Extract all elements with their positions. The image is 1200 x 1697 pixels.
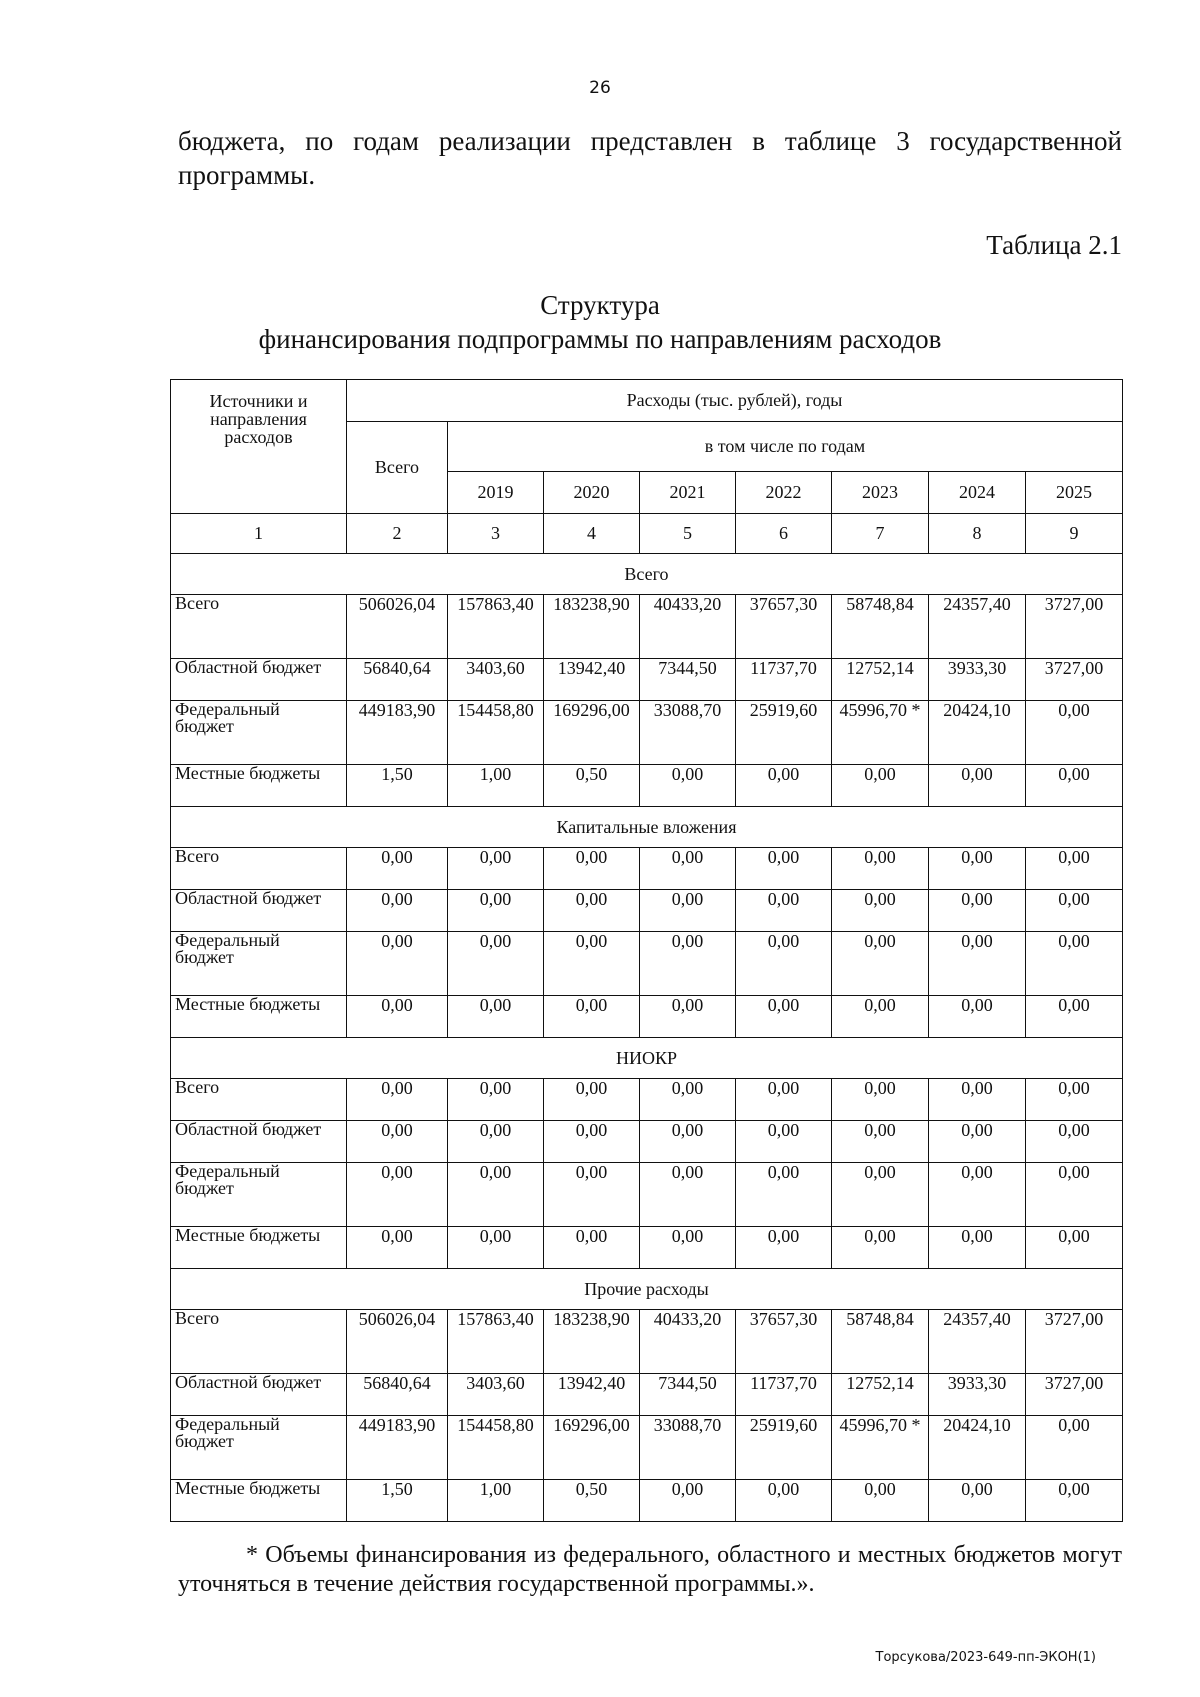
table-row [171, 1374, 1123, 1416]
value-cell: 0,00 [736, 765, 832, 807]
value-cell: 0,00 [448, 932, 544, 996]
value-cell: 0,00 [640, 1121, 736, 1163]
table-row [171, 1416, 1123, 1480]
header-column-number: 1 [171, 514, 347, 554]
value-cell: 0,00 [736, 1163, 832, 1227]
header-year: 2024 [929, 472, 1026, 514]
header-column-number: 5 [640, 514, 736, 554]
table-row [171, 659, 1123, 701]
table-row [171, 996, 1123, 1038]
value-cell: 0,00 [736, 848, 832, 890]
value-cell: 0,00 [832, 1480, 929, 1522]
value-cell: 0,00 [448, 1079, 544, 1121]
value-cell: 3727,00 [1026, 595, 1123, 659]
value-cell: 45996,70 * [832, 1416, 929, 1480]
value-cell: 0,00 [544, 1121, 640, 1163]
value-cell: 0,00 [929, 1121, 1026, 1163]
value-cell: 0,00 [347, 1227, 448, 1269]
header-column-number: 7 [832, 514, 929, 554]
value-cell: 0,00 [929, 932, 1026, 996]
value-cell: 0,00 [448, 890, 544, 932]
header-source: Источники и направления расходов [171, 380, 347, 514]
header-column-numbers-row [171, 514, 1123, 554]
header-column-number: 9 [1026, 514, 1123, 554]
header-year: 2019 [448, 472, 544, 514]
row-label: Местные бюджеты [171, 1480, 347, 1522]
value-cell: 33088,70 [640, 1416, 736, 1480]
row-label: Областной бюджет [171, 659, 347, 701]
footnote: * Объемы финансирования из федерального, областного и местных бюджетов могут уточняться в течение действия государственной программы.». [178, 1542, 1122, 1597]
value-cell: 449183,90 [347, 701, 448, 765]
header-column-number: 4 [544, 514, 640, 554]
row-label: Федеральный бюджет [171, 1163, 347, 1227]
header-total: Всего [347, 422, 448, 514]
value-cell: 0,00 [736, 1121, 832, 1163]
header-year: 2023 [832, 472, 929, 514]
value-cell: 0,00 [640, 765, 736, 807]
section-title: Капитальные вложения [171, 807, 1123, 848]
table-label: Таблица 2.1 [986, 230, 1122, 260]
header-column-number: 6 [736, 514, 832, 554]
value-cell: 0,00 [544, 1163, 640, 1227]
value-cell: 0,00 [929, 1163, 1026, 1227]
header-column-number: 8 [929, 514, 1026, 554]
value-cell: 449183,90 [347, 1416, 448, 1480]
table-caption [0, 288, 1200, 356]
value-cell: 154458,80 [448, 701, 544, 765]
value-cell: 0,00 [640, 1163, 736, 1227]
section-row [171, 1269, 1123, 1310]
value-cell: 183238,90 [544, 1310, 640, 1374]
value-cell: 0,00 [1026, 890, 1123, 932]
value-cell: 0,00 [1026, 996, 1123, 1038]
section-title: Прочие расходы [171, 1269, 1123, 1310]
value-cell: 0,00 [832, 1121, 929, 1163]
value-cell: 0,00 [347, 1163, 448, 1227]
value-cell: 11737,70 [736, 1374, 832, 1416]
value-cell: 0,00 [448, 1227, 544, 1269]
value-cell: 0,00 [832, 890, 929, 932]
row-label: Всего [171, 1079, 347, 1121]
header-year: 2025 [1026, 472, 1123, 514]
value-cell: 37657,30 [736, 595, 832, 659]
value-cell: 506026,04 [347, 595, 448, 659]
value-cell: 506026,04 [347, 1310, 448, 1374]
value-cell: 0,00 [1026, 1480, 1123, 1522]
document-id: Торсукова/2023-649-пп-ЭКОН(1) [875, 1650, 1096, 1665]
value-cell: 0,00 [640, 996, 736, 1038]
value-cell: 0,00 [736, 890, 832, 932]
value-cell: 58748,84 [832, 1310, 929, 1374]
value-cell: 7344,50 [640, 1374, 736, 1416]
value-cell: 3727,00 [1026, 659, 1123, 701]
row-label: Федеральный бюджет [171, 1416, 347, 1480]
value-cell: 0,00 [1026, 1416, 1123, 1480]
value-cell: 13942,40 [544, 659, 640, 701]
value-cell: 0,00 [544, 1079, 640, 1121]
value-cell: 0,00 [448, 1121, 544, 1163]
value-cell: 0,00 [544, 890, 640, 932]
row-label: Всего [171, 848, 347, 890]
value-cell: 3727,00 [1026, 1310, 1123, 1374]
value-cell: 169296,00 [544, 1416, 640, 1480]
value-cell: 0,00 [736, 1079, 832, 1121]
table-body [171, 554, 1123, 1522]
table-row [171, 1480, 1123, 1522]
value-cell: 12752,14 [832, 659, 929, 701]
table-row [171, 595, 1123, 659]
table-row [171, 765, 1123, 807]
value-cell: 56840,64 [347, 659, 448, 701]
value-cell: 0,00 [544, 996, 640, 1038]
value-cell: 0,00 [736, 932, 832, 996]
value-cell: 0,00 [832, 1227, 929, 1269]
header-expenses: Расходы (тыс. рублей), годы [347, 380, 1123, 422]
value-cell: 11737,70 [736, 659, 832, 701]
table-row [171, 890, 1123, 932]
table-row [171, 1121, 1123, 1163]
value-cell: 0,00 [929, 765, 1026, 807]
value-cell: 0,00 [1026, 1121, 1123, 1163]
value-cell: 0,00 [448, 1163, 544, 1227]
value-cell: 3403,60 [448, 659, 544, 701]
value-cell: 1,00 [448, 1480, 544, 1522]
value-cell: 0,00 [544, 1227, 640, 1269]
row-label: Местные бюджеты [171, 765, 347, 807]
value-cell: 3933,30 [929, 659, 1026, 701]
value-cell: 169296,00 [544, 701, 640, 765]
header-column-number: 3 [448, 514, 544, 554]
value-cell: 0,00 [832, 1163, 929, 1227]
value-cell: 58748,84 [832, 595, 929, 659]
value-cell: 40433,20 [640, 1310, 736, 1374]
value-cell: 0,00 [736, 1480, 832, 1522]
value-cell: 12752,14 [832, 1374, 929, 1416]
header-year: 2022 [736, 472, 832, 514]
value-cell: 0,00 [347, 1121, 448, 1163]
section-row [171, 1038, 1123, 1079]
row-label: Областной бюджет [171, 1374, 347, 1416]
value-cell: 0,00 [929, 1480, 1026, 1522]
value-cell: 157863,40 [448, 595, 544, 659]
value-cell: 0,00 [832, 765, 929, 807]
caption-line-2: финансирования подпрограммы по направлениям расходов [258, 324, 942, 354]
value-cell: 0,00 [929, 996, 1026, 1038]
value-cell: 45996,70 * [832, 701, 929, 765]
value-cell: 40433,20 [640, 595, 736, 659]
value-cell: 0,00 [347, 890, 448, 932]
value-cell: 0,00 [640, 848, 736, 890]
value-cell: 0,00 [832, 848, 929, 890]
caption-line-1: Структура [540, 290, 660, 320]
value-cell: 3727,00 [1026, 1374, 1123, 1416]
value-cell: 0,00 [929, 848, 1026, 890]
header-column-number: 2 [347, 514, 448, 554]
row-label: Местные бюджеты [171, 996, 347, 1038]
value-cell: 20424,10 [929, 701, 1026, 765]
value-cell: 33088,70 [640, 701, 736, 765]
value-cell: 0,00 [347, 1079, 448, 1121]
value-cell: 0,00 [448, 848, 544, 890]
value-cell: 183238,90 [544, 595, 640, 659]
value-cell: 0,00 [640, 1227, 736, 1269]
value-cell: 0,00 [1026, 1227, 1123, 1269]
value-cell: 0,00 [347, 996, 448, 1038]
value-cell: 0,00 [832, 1079, 929, 1121]
table-row [171, 1079, 1123, 1121]
value-cell: 0,00 [544, 848, 640, 890]
row-label: Федеральный бюджет [171, 701, 347, 765]
row-label: Федеральный бюджет [171, 932, 347, 996]
table-row [171, 701, 1123, 765]
value-cell: 0,00 [1026, 701, 1123, 765]
value-cell: 37657,30 [736, 1310, 832, 1374]
value-cell: 0,00 [448, 996, 544, 1038]
value-cell: 0,00 [640, 1079, 736, 1121]
value-cell: 1,00 [448, 765, 544, 807]
section-title: НИОКР [171, 1038, 1123, 1079]
value-cell: 7344,50 [640, 659, 736, 701]
table-row [171, 848, 1123, 890]
financing-table [170, 379, 1123, 1522]
value-cell: 13942,40 [544, 1374, 640, 1416]
value-cell: 0,00 [347, 848, 448, 890]
value-cell: 0,00 [832, 996, 929, 1038]
header-year: 2021 [640, 472, 736, 514]
value-cell: 24357,40 [929, 1310, 1026, 1374]
table-row [171, 1163, 1123, 1227]
header-year: 2020 [544, 472, 640, 514]
intro-paragraph: бюджета, по годам реализации представлен в таблице 3 государственной программы. [178, 126, 1122, 190]
section-title: Всего [171, 554, 1123, 595]
section-row [171, 807, 1123, 848]
value-cell: 0,00 [1026, 1079, 1123, 1121]
table-row [171, 932, 1123, 996]
row-label: Всего [171, 595, 347, 659]
page-number: 26 [589, 78, 611, 98]
value-cell: 0,00 [929, 890, 1026, 932]
value-cell: 154458,80 [448, 1416, 544, 1480]
value-cell: 56840,64 [347, 1374, 448, 1416]
row-label: Областной бюджет [171, 1121, 347, 1163]
value-cell: 25919,60 [736, 701, 832, 765]
row-label: Местные бюджеты [171, 1227, 347, 1269]
value-cell: 0,00 [1026, 848, 1123, 890]
value-cell: 0,00 [544, 932, 640, 996]
value-cell: 0,00 [640, 1480, 736, 1522]
value-cell: 1,50 [347, 765, 448, 807]
value-cell: 0,00 [929, 1079, 1026, 1121]
value-cell: 0,00 [347, 932, 448, 996]
value-cell: 1,50 [347, 1480, 448, 1522]
value-cell: 0,00 [640, 932, 736, 996]
table-row [171, 1227, 1123, 1269]
value-cell: 0,00 [640, 890, 736, 932]
value-cell: 3403,60 [448, 1374, 544, 1416]
value-cell: 0,00 [1026, 932, 1123, 996]
value-cell: 157863,40 [448, 1310, 544, 1374]
value-cell: 0,00 [832, 932, 929, 996]
row-label: Всего [171, 1310, 347, 1374]
section-row [171, 554, 1123, 595]
value-cell: 20424,10 [929, 1416, 1026, 1480]
row-label: Областной бюджет [171, 890, 347, 932]
value-cell: 0,00 [736, 1227, 832, 1269]
value-cell: 3933,30 [929, 1374, 1026, 1416]
value-cell: 0,50 [544, 765, 640, 807]
value-cell: 24357,40 [929, 595, 1026, 659]
value-cell: 0,00 [736, 996, 832, 1038]
value-cell: 0,50 [544, 1480, 640, 1522]
header-including: в том числе по годам [448, 422, 1123, 472]
table-row [171, 1310, 1123, 1374]
value-cell: 25919,60 [736, 1416, 832, 1480]
value-cell: 0,00 [929, 1227, 1026, 1269]
value-cell: 0,00 [1026, 765, 1123, 807]
value-cell: 0,00 [1026, 1163, 1123, 1227]
